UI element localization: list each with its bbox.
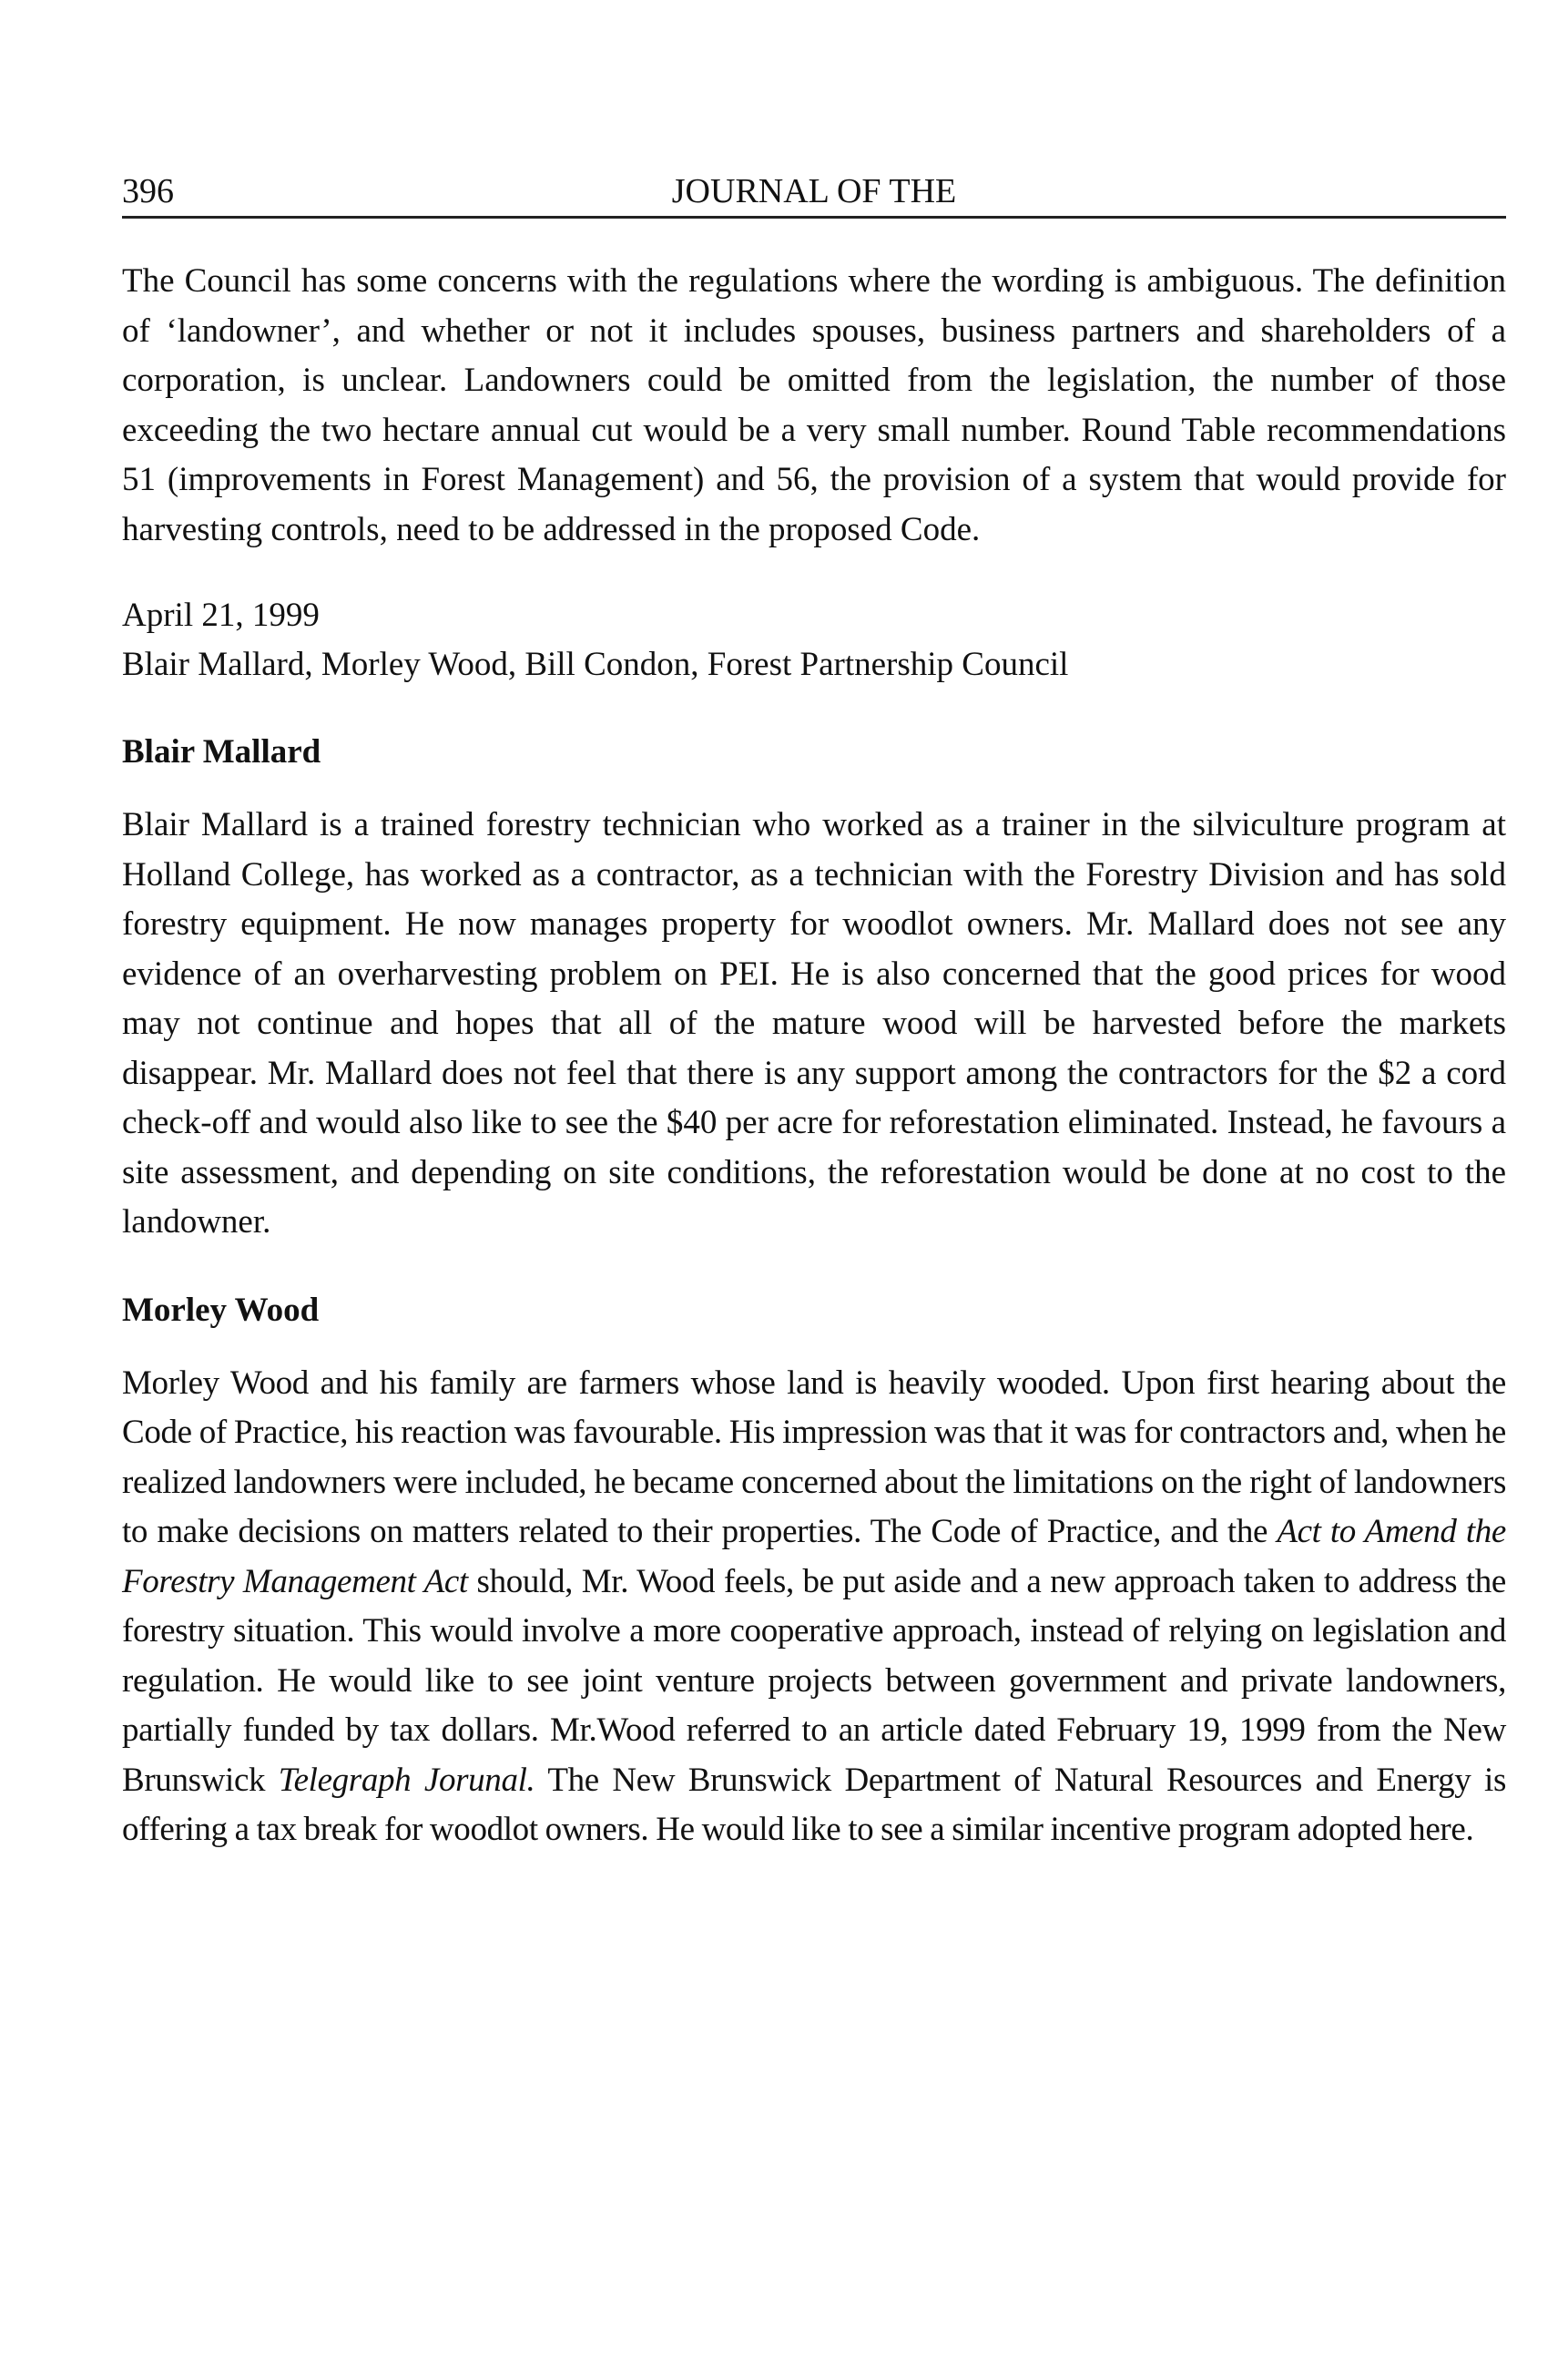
section-paragraph: Blair Mallard is a trained forestry technician who worked as a trainer in the silviculture program at Holland College, has worked as a contractor, as a technician with the Forestry Division and has sold forestry equipment. He now manages property for woodlot owners. Mr. Mallard does not see any evidence of an overharvesting problem on PEI. He is also concerned that the good prices for wood may not continue and hopes that all of the mature wood will be harvested before the markets disappear. Mr. Mallard does not feel that there is any support among the contractors for the $2 a cord check-off and would also like to see the $40 per acre for reforestation eliminated. Instead, he favours a site assessment, and depending on site conditions, the reforestation would be done at no cost to the landowner.: [122, 806, 1506, 1241]
paragraph-text: Morley Wood and his family are farmers whose land is heavily wooded. Upon first hearing about the Code of Practice, his reaction was favourable. His impression was that it was for contractors and, when he realized landowners were included, he became concerned about the limitations on the right of landowners to make decisions on matters related to their properties. The Code of Practice, and the: [122, 1364, 1506, 1550]
section-morley-wood: [122, 1286, 1506, 1855]
act-title: Act to Amend the Forestry Management Act: [122, 1513, 1506, 1600]
presenters-line: Blair Mallard, Morley Wood, Bill Condon, Forest Partnership Council: [122, 646, 1069, 683]
document-page: [122, 169, 1506, 1855]
section-paragraph: [122, 1359, 1506, 1855]
section-heading: Blair Mallard: [122, 733, 321, 771]
running-header: [122, 169, 1506, 219]
dateline: [122, 591, 1506, 689]
page-number: 396: [122, 172, 174, 210]
journal-title: JOURNAL OF THE: [671, 172, 957, 210]
intro-paragraph: The Council has some concerns with the regulations where the wording is ambiguous. The definition of ‘landowner’, and whether or not it includes spouses, business partners and shareholders of a corporation, is unclear. Landowners could be omitted from the legislation, the number of those exceeding the two hectare annual cut would be a very small number. Round Table recommendations 51 (improvements in Forest Management) and 56, the provision of a system that would provide for harvesting controls, need to be addressed in the proposed Code.: [122, 262, 1506, 548]
newspaper-title: Telegraph Jorunal.: [278, 1761, 535, 1799]
section-blair-mallard: [122, 728, 1506, 1248]
section-heading: Morley Wood: [122, 1291, 320, 1329]
meeting-date: April 21, 1999: [122, 597, 320, 634]
paragraph-text: should, Mr. Wood feels, be put aside and a new approach taken to address the forestry situation. This would involve a more cooperative approach, instead of relying on legislation and regulation. He would like to see joint venture projects between government and private landowners, partially funded by tax dollars. Mr.Wood referred to an article dated February 19, 1999 from the New Brunswick: [122, 1562, 1506, 1799]
paragraph-text: The New Brunswick Department of Natural Resources and Energy is offering a tax break for woodlot owners. He would like to see a similar incentive program adopted here.: [122, 1761, 1507, 1848]
